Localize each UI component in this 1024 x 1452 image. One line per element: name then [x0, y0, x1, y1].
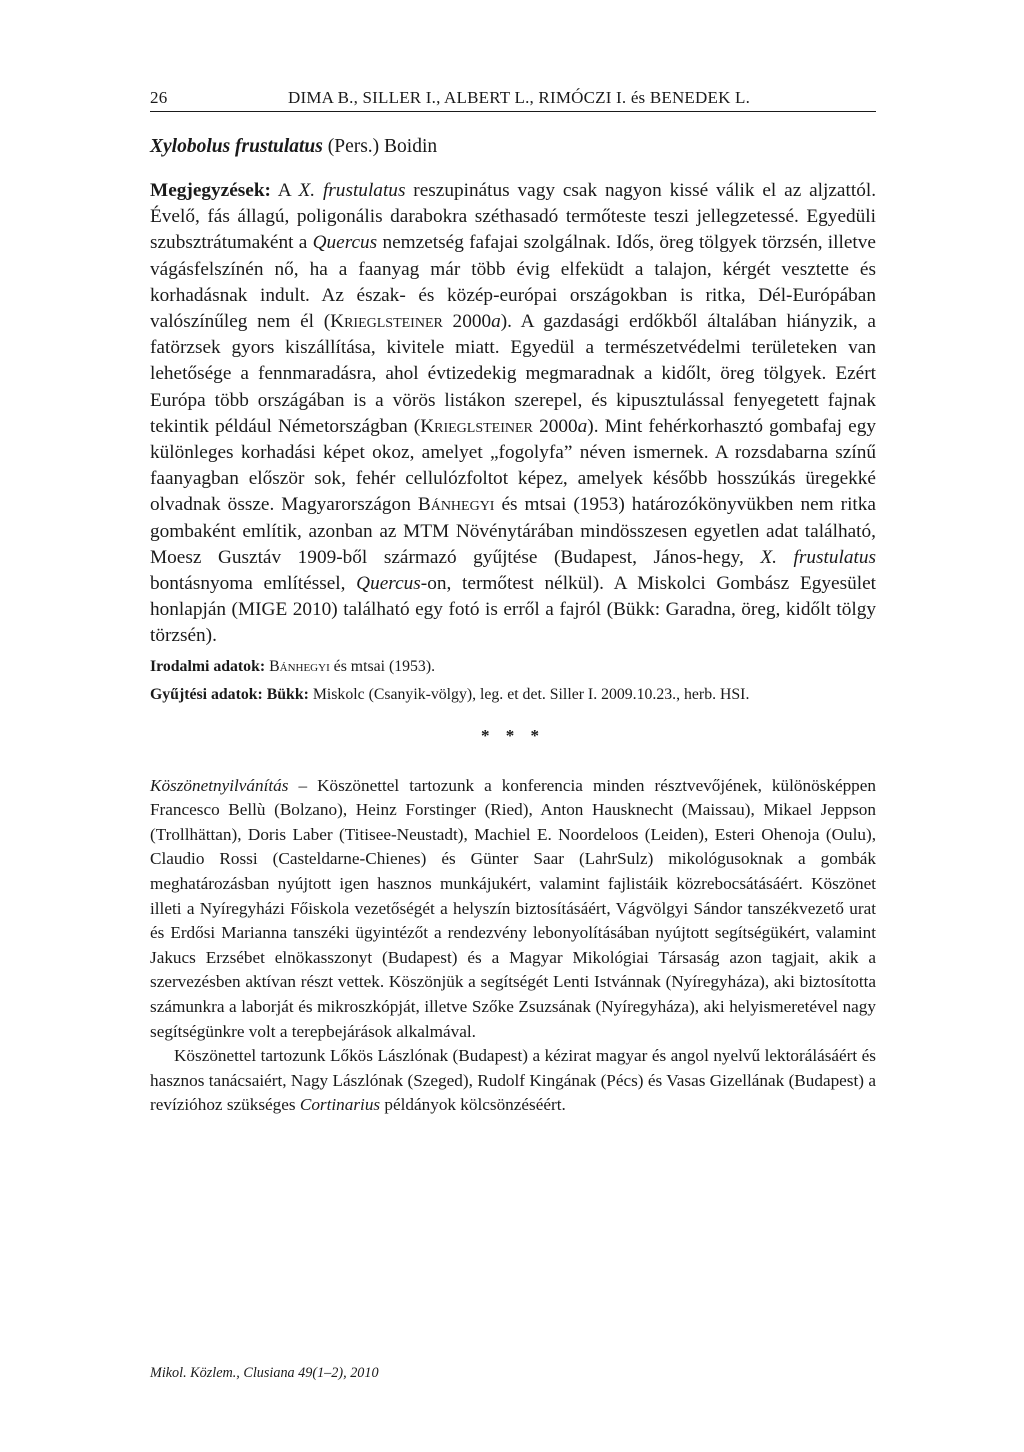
notes-species-ref: X. frustulatus: [298, 180, 406, 201]
collection-region: Bükk:: [266, 685, 309, 703]
notes-species-ref: X. frustulatus: [760, 546, 876, 568]
literature-text: és mtsai (1953).: [329, 657, 436, 675]
literature-label: Irodalmi adatok:: [150, 657, 266, 675]
ack-text: példányok kölcsönzéséért.: [380, 1095, 566, 1115]
running-head-authors: DIMA B., SILLER I., ALBERT L., RIMÓCZI I. és BENEDEK L.: [288, 88, 751, 107]
notes-genus-ref: Quercus: [356, 573, 421, 595]
notes-text: nemzetség fafajai szolgálnak. Idős, öreg tölgyek törzsén, illetve vágásfelszínén nő, ha a faanyag már több évig elfeküdt a talajon, kérgét vesztette és korhadásnak indult. Az észak- és közép-európai országokban is ritka, Dél-Európában valószínűleg nem él (: [150, 232, 876, 333]
notes-text: -on, termőtest nélkül). A Miskolci Gombász Egyesület honlapján (MIGE 2010) található egy fotó is erről a fajról (Bükk: Garadna, öreg, kidőlt tölgy törzsén).: [150, 573, 876, 647]
citation-author: Krieglsteiner: [330, 311, 443, 333]
ack-label: Köszönetnyilvánítás: [150, 775, 289, 795]
journal-footer: Mikol. Közlem., Clusiana 49(1–2), 2010: [150, 1365, 379, 1381]
collection-text: Miskolc (Csanyik-völgy), leg. et det. Siller I. 2009.10.23., herb. HSI.: [308, 685, 750, 703]
collection-label: Gyűjtési adatok:: [150, 685, 263, 703]
literature-data: [150, 656, 876, 678]
citation-author: Krieglsteiner: [420, 415, 533, 437]
notes-genus-ref: Quercus: [312, 232, 378, 254]
species-heading: [150, 134, 876, 160]
citation-year: 2000: [532, 415, 578, 437]
section-separator: * * *: [481, 725, 545, 745]
ack-genus-ref: Cortinarius: [299, 1095, 381, 1115]
citation-author: Bánhegyi: [417, 494, 495, 516]
collection-data: [150, 684, 876, 706]
notes-paragraph: [150, 178, 876, 650]
acknowledgements: [150, 774, 876, 1118]
ack-text: Köszönettel tartozunk Lőkös Lászlónak (Budapest) a kézirat magyar és angol nyelvű lektorálásáért és hasznos tanácsaiért, Nagy Lászlónak (Szeged), Rudolf Kingának (Pécs) és Vasas Gizellának (Budapest) a revízióhoz szükséges: [150, 1046, 876, 1115]
notes-text: bontásnyoma említéssel,: [150, 573, 357, 595]
ack-paragraph: [150, 1044, 876, 1118]
species-authority: (Pers.) Boidin: [327, 136, 438, 157]
notes-text: reszupinátus vagy csak nagyon kissé válik el az aljzattól. Évelő, fás állagú, poligonális darabokra széthasadó termőteste teszi jellegzetessé. Egyedüli szubsztrátumaként a: [150, 180, 877, 254]
species-latin-name: Xylobolus frustulatus: [150, 136, 323, 157]
notes-text: és mtsai (1953) határozókönyvükben nem ritka gombaként említik, azonban az MTM Növénytárában mindösszesen egyetlen adat található, Moesz Gusztáv 1909-ből származó gyűjtése (Budapest, János-hegy,: [150, 494, 876, 568]
citation-suffix: a: [577, 415, 588, 437]
running-head: [150, 88, 876, 112]
notes-label: Megjegyzések:: [150, 180, 271, 201]
page-content: [150, 88, 876, 1118]
notes-text: ). Mint fehérkorhasztó gombafaj egy különleges korhadási képet okoz, amelyet „fogolyfa” néven ismernek. A rozsdabarna színű faanyagban először sok, fehér cellulózfoltot képez, amelyek később hosszúkás üregekké olvadnak össze. Magyarországon: [150, 415, 876, 516]
page-number: 26: [150, 88, 168, 107]
ack-text: – Köszönettel tartozunk a konferencia minden résztvevőjének, különösképpen Francesco Bellù (Bolzano), Heinz Forstinger (Ried), Anton Hausknecht (Maissau), Mikael Jeppson (Trollhättan), Doris Laber (Titisee-Neustadt), Machiel E. Noordeloos (Leiden), Esteri Ohenoja (Oulu), Claudio Rossi (Casteldarne-Chienes) és Günter Saar (LahrSulz) mikológusoknak a gombák meghatározásban nyújtott igen hasznos munkájukért, valamint fajlistáik közrebocsátásáért. Köszönet illeti a Nyíregyházi Főiskola vezetőségét a helyszín biztosításáért, Vágvölgyi Sándor tanszékvezető urat és Erdősi Marianna tanszéki ügyintézőt a rendezvény lebonyolításában nyújtott segítségükért, valamint Jakucs Erzsébet elnökasszonyt (Budapest) és a Magyar Mikológiai Társaság azon tagjait, akik a szervezésben aktívan részt vettek. Köszönjük a segítségét Lenti Istvánnak (Nyíregyháza), aki biztosította számunkra a laborját és mikroszkópját, illetve Szőke Zsuzsának (Nyíregyháza), aki helyismeretével nagy segítségünkre volt a terepbejárások alkalmával.: [150, 775, 876, 1041]
notes-text: ). A gazdasági erdőkből általában hiányzik, a fatörzsek gyors kiszállítása, kivitele miatt. Egyedül a természetvédelmi területeken van lehetősége a fennmaradásra, ahol évtizedekig megmaradnak a kidőlt, öreg tölgyek. Ezért Európa több országában is a vörös listákon szerepel, és kipusztulással fenyegetett fajnak tekintik például Németországban (: [150, 311, 876, 437]
citation-suffix: a: [491, 311, 501, 333]
citation-year: 2000: [442, 311, 492, 333]
ack-paragraph: [150, 774, 876, 1045]
notes-text: A: [277, 180, 299, 201]
literature-author: Bánhegyi: [269, 657, 330, 675]
